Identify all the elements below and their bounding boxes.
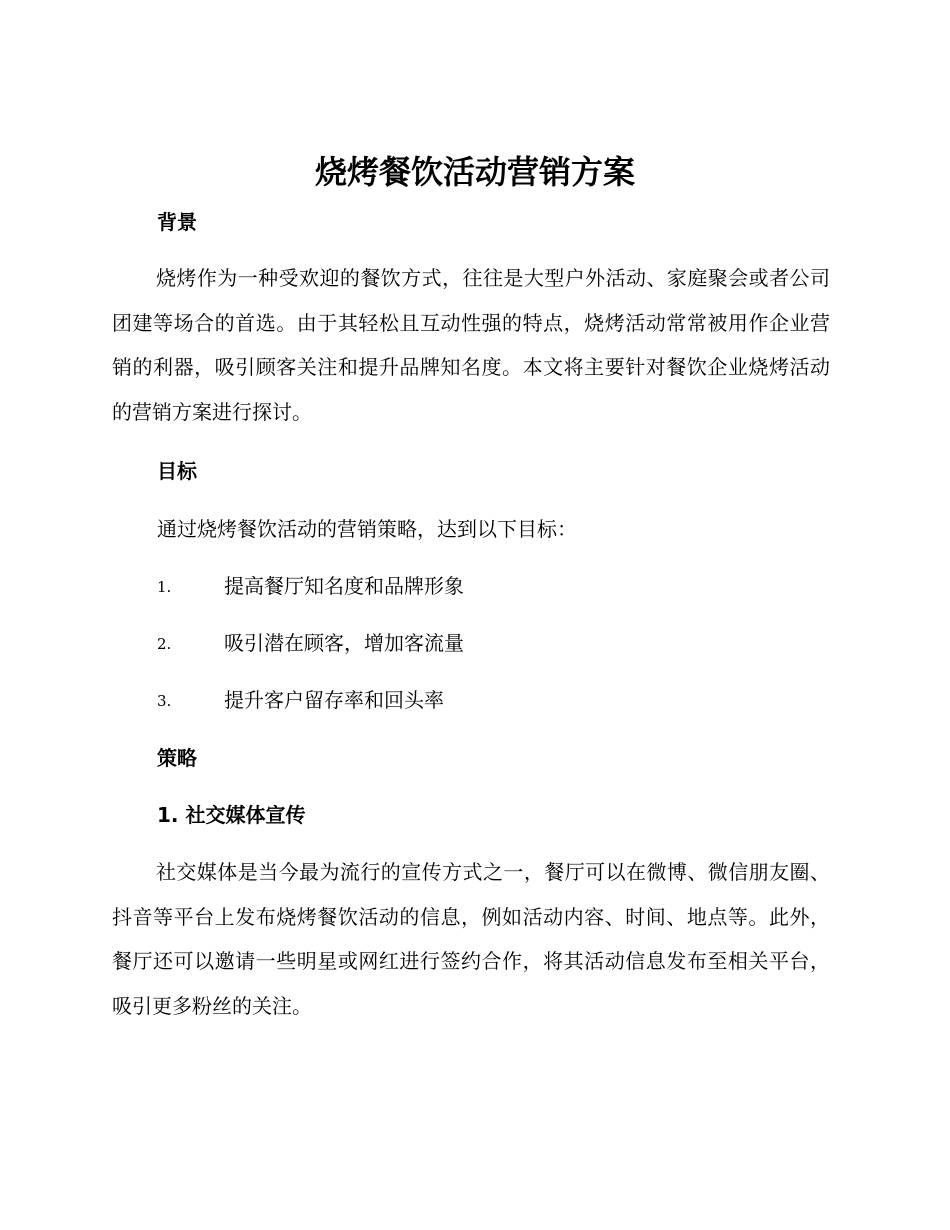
section-heading-strategy: 策略 bbox=[157, 746, 197, 770]
list-number: 3. bbox=[157, 692, 172, 710]
list-text: 提升客户留存率和回头率 bbox=[224, 688, 444, 712]
list-text: 提高餐厅知名度和品牌形象 bbox=[224, 574, 464, 598]
list-number: 1. bbox=[157, 578, 172, 596]
list-text: 吸引潜在顾客，增加客流量 bbox=[224, 631, 464, 655]
strategy-subheading: 1. 社交媒体宣传 bbox=[157, 803, 306, 827]
goals-intro: 通过烧烤餐饮活动的营销策略，达到以下目标： bbox=[157, 517, 577, 541]
document-title: 烧烤餐饮活动营销方案 bbox=[314, 153, 635, 191]
section-heading-background: 背景 bbox=[157, 210, 197, 234]
section-heading-goals: 目标 bbox=[157, 459, 197, 483]
background-paragraph: 烧烤作为一种受欢迎的餐饮方式，往往是大型户外活动、家庭聚会或者公司团建等场合的首选。由于其轻松且互动性强的特点，烧烤活动常常被用作企业营销的利器，吸引顾客关注和提升品牌知名度。本文将主要针对餐饮企业烧烤活动的营销方案进行探讨。 bbox=[112, 266, 830, 424]
list-number: 2. bbox=[157, 635, 172, 653]
strategy-paragraph: 社交媒体是当今最为流行的宣传方式之一，餐厅可以在微博、微信朋友圈、抖音等平台上发布烧烤餐饮活动的信息，例如活动内容、时间、地点等。此外，餐厅还可以邀请一些明星或网红进行签约合作，将其活动信息发布至相关平台，吸引更多粉丝的关注。 bbox=[112, 860, 830, 1018]
